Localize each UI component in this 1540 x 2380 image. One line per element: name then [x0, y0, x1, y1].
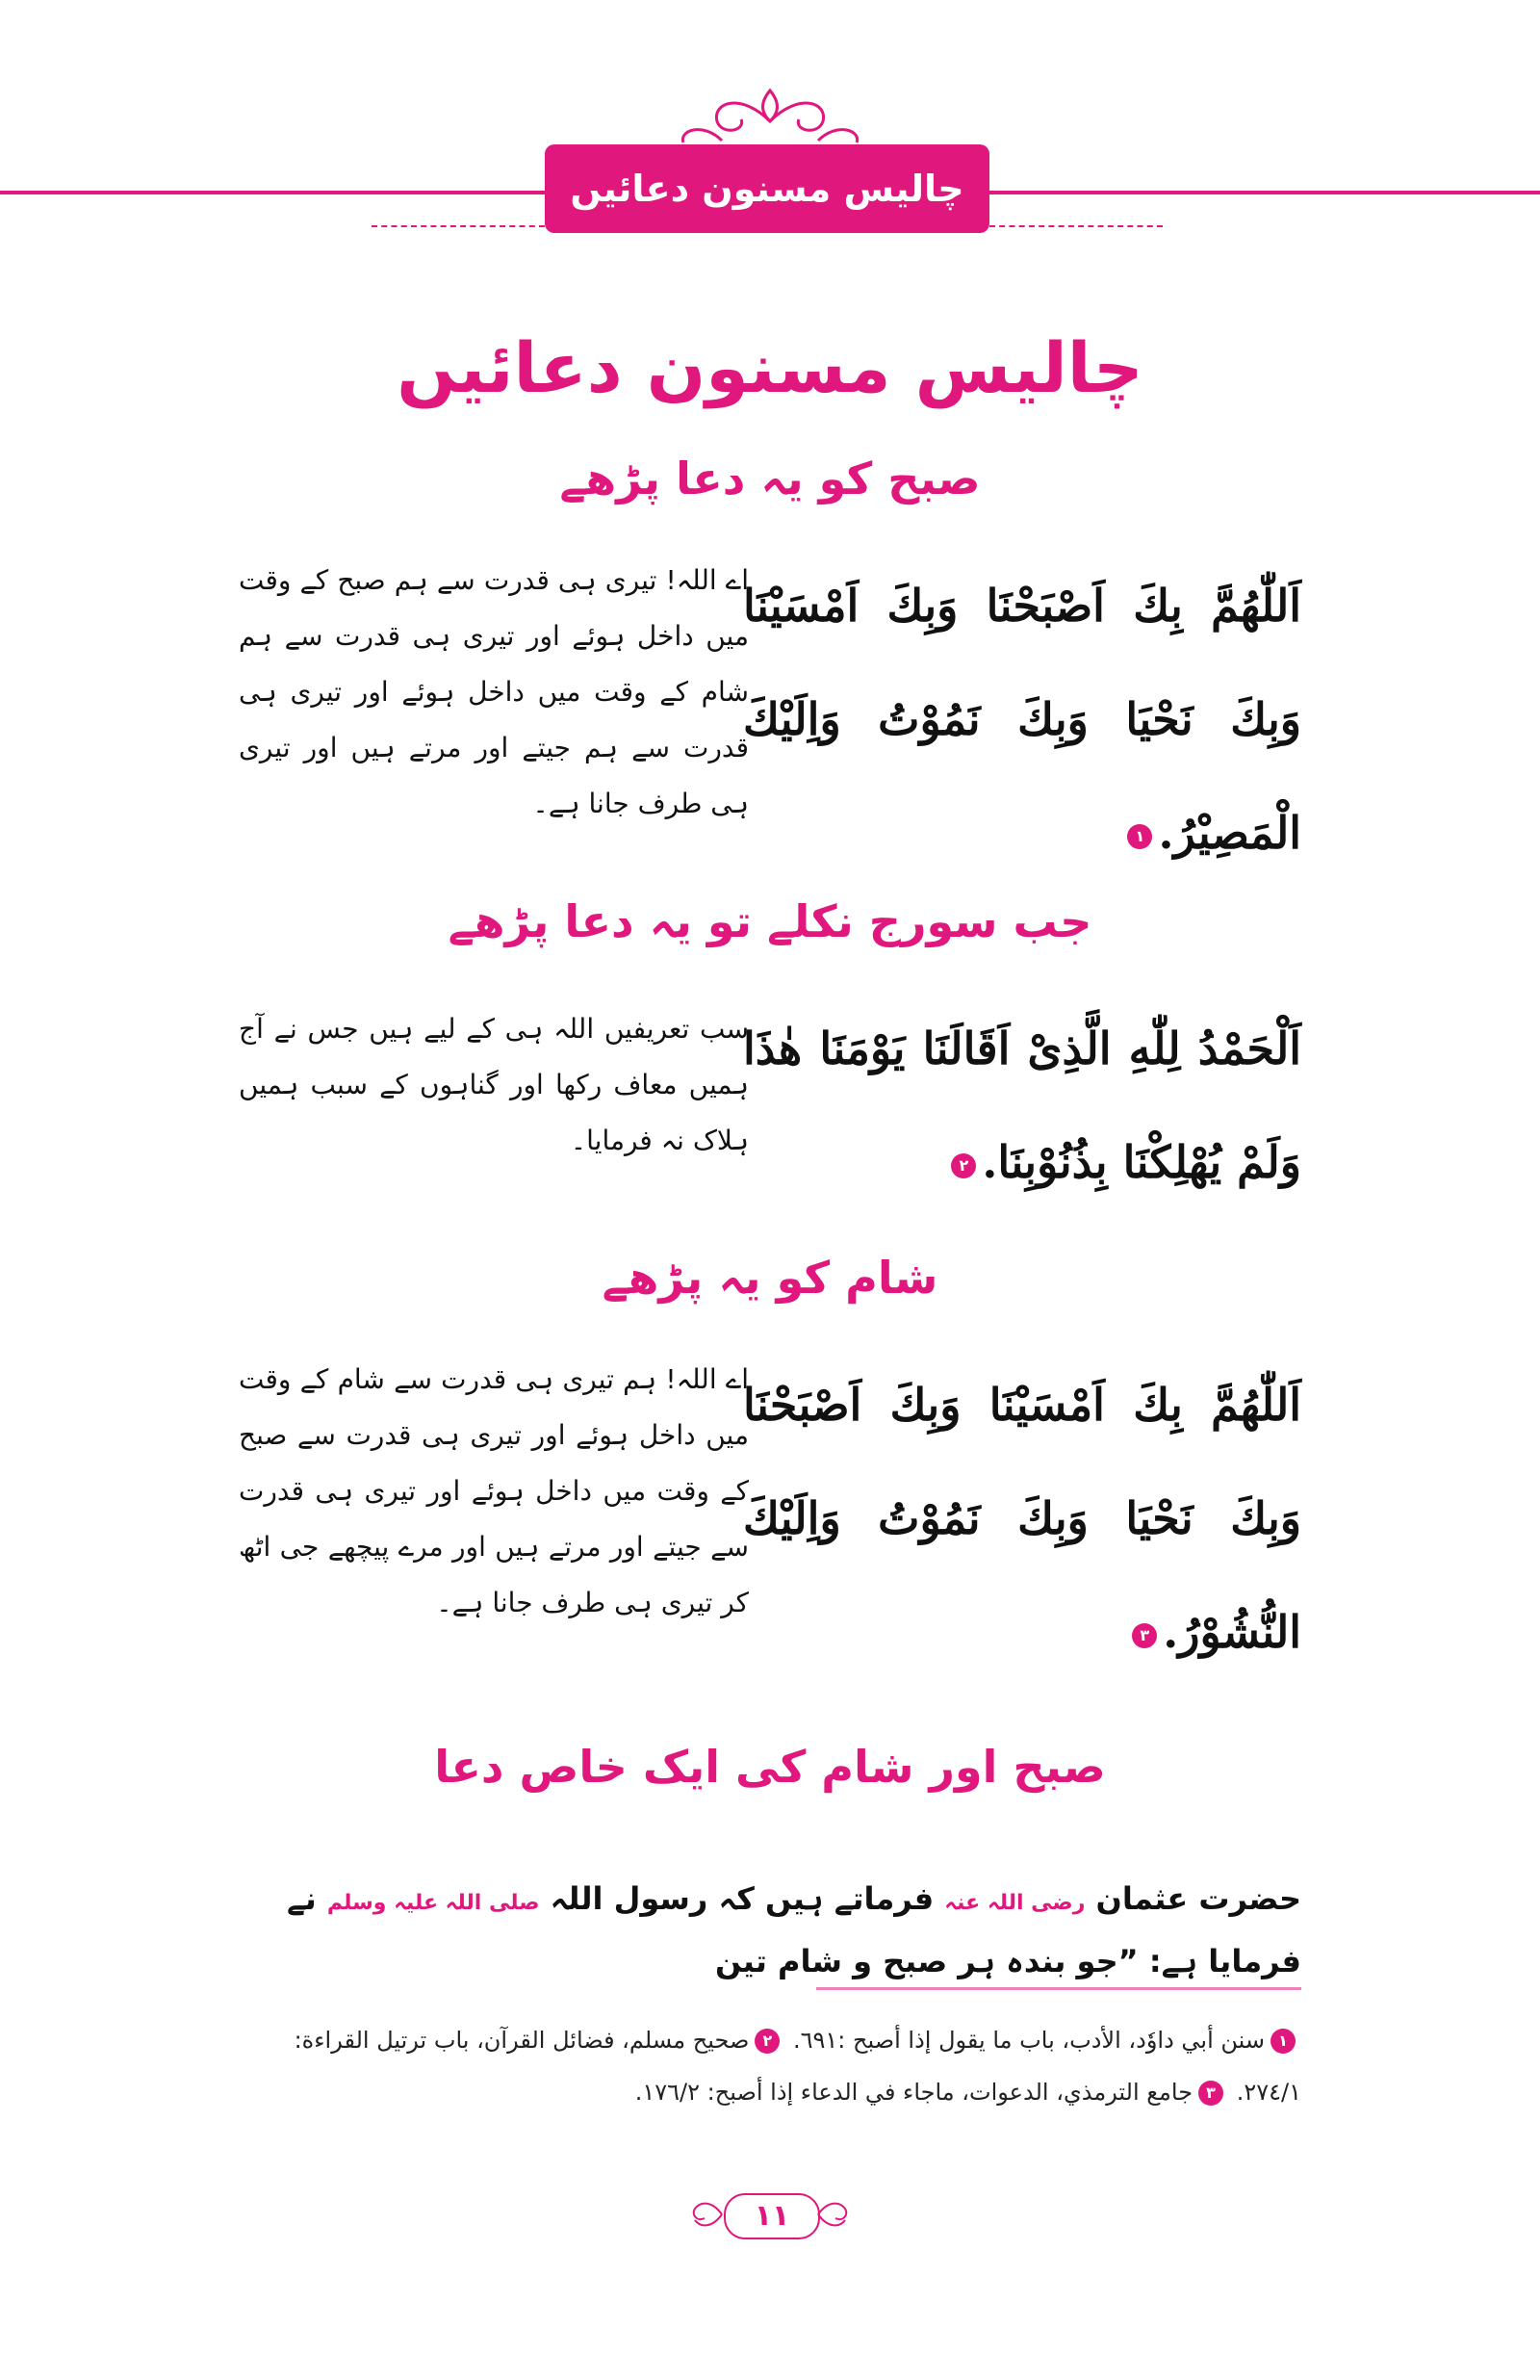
footnote-line: [239, 2014, 1301, 2066]
urdu-translation: اے اللہ! تیری ہی قدرت سے ہم صبح کے وقت میں داخل ہوئے اور تیری ہی قدرت سے ہم شام کے وقت میں داخل ہوئے اور تیری ہی قدرت سے ہم جیتے اور مرتے ہیں اور تیری ہی طرف جانا ہے۔: [239, 564, 749, 819]
arabic-text: اَلْحَمْدُ لِلّٰهِ الَّذِىْ اَقَالَنَا يَوْمَنَا هٰذَا وَلَمْ يُهْلِكْنَا بِذُنُوْبِنَا.: [743, 1022, 1301, 1188]
urdu-translation: سب تعریفیں اللہ ہی کے لیے ہیں جس نے آج ہمیں معاف رکھا اور گناہوں کے سبب ہمیں ہلاک نہ فرمایا۔: [239, 1013, 749, 1156]
page-number-badge: [683, 2187, 857, 2241]
header-tab-title: چالیس مسنون دعائیں: [570, 168, 964, 210]
header-ornament: [664, 83, 876, 150]
arabic-dua: [743, 992, 1301, 1219]
footnote-marker: ٢: [951, 1153, 976, 1178]
footnote-marker: ١: [1270, 2029, 1296, 2054]
header-line-right: [989, 191, 1540, 194]
section-heading: صبح اور شام کی ایک خاص دعا: [434, 1741, 1106, 1793]
arabic-dua: [743, 1348, 1301, 1689]
footnote-marker: ١: [1127, 824, 1152, 849]
footnote-marker: ٣: [1132, 1623, 1157, 1648]
footnotes: [239, 2014, 1301, 2118]
footnote-text: صحيح مسلم، فضائل القرآن، باب ترتيل القراءة:: [294, 2027, 750, 2054]
footnote-line: [239, 2066, 1301, 2118]
footnote-marker: ٢: [755, 2029, 780, 2054]
header-line-left: [0, 191, 545, 194]
paragraph-text: حضرت عثمان: [1095, 1880, 1301, 1917]
header-dash-right: [989, 225, 1163, 227]
section-heading: جب سورج نکلے تو یہ دعا پڑھے: [448, 895, 1092, 947]
body-paragraph: [239, 1870, 1301, 1990]
section-heading: شام کو یہ پڑھے: [602, 1252, 938, 1304]
footnote-divider: [816, 1987, 1301, 1990]
footnote-text: سنن أبي داوٗد، الأدب، باب ما يقول إذا أصبح :٦٩١.: [792, 2027, 1265, 2054]
page-number: ١١: [724, 2193, 820, 2239]
header-tab: [545, 144, 989, 233]
arabic-text: اَللّٰهُمَّ بِكَ اَصْبَحْنَا وَبِكَ اَمْسَيْنَا وَبِكَ نَحْيَا وَبِكَ نَمُوْتُ وَاِلَيْكَ الْمَصِيْرُ.: [743, 580, 1301, 859]
arabic-text: اَللّٰهُمَّ بِكَ اَمْسَيْنَا وَبِكَ اَصْبَحْنَا وَبِكَ نَحْيَا وَبِكَ نَمُوْتُ وَاِلَيْكَ النُّشُوْرُ.: [743, 1379, 1301, 1658]
paragraph-text: فرماتے ہیں کہ رسول اللہ: [550, 1880, 935, 1917]
urdu-translation: اے اللہ! ہم تیری ہی قدرت سے شام کے وقت میں داخل ہوئے اور تیری ہی قدرت سے صبح کے وقت میں داخل ہوئے اور تیری ہی قدرت سے جیتے اور مرتے ہیں اور مرے پیچھے جی اٹھ کر تیری ہی طرف جانا ہے۔: [239, 1363, 749, 1618]
paragraph-text: نے فرمایا ہے: ”جو بندہ ہر صبح و شام تین: [287, 1880, 1301, 1979]
honorific-radiyallahu: رضی اللہ عنہ: [944, 1891, 1086, 1915]
footnote-marker: ٣: [1198, 2081, 1223, 2106]
arabic-dua: [743, 549, 1301, 890]
honorific-salawat: صلی اللہ علیہ وسلم: [326, 1891, 540, 1915]
section-heading: صبح کو یہ دعا پڑھے: [559, 453, 981, 504]
header-dash-left: [372, 225, 545, 227]
footnote-text: جامع الترمذي، الدعوات، ماجاء في الدعاء إذا أصبح: ١٧٦/٢.: [634, 2079, 1194, 2106]
footnote-text: ٢٧٤/١.: [1236, 2079, 1301, 2106]
page-title: چالیس مسنون دعائیں: [397, 327, 1143, 408]
